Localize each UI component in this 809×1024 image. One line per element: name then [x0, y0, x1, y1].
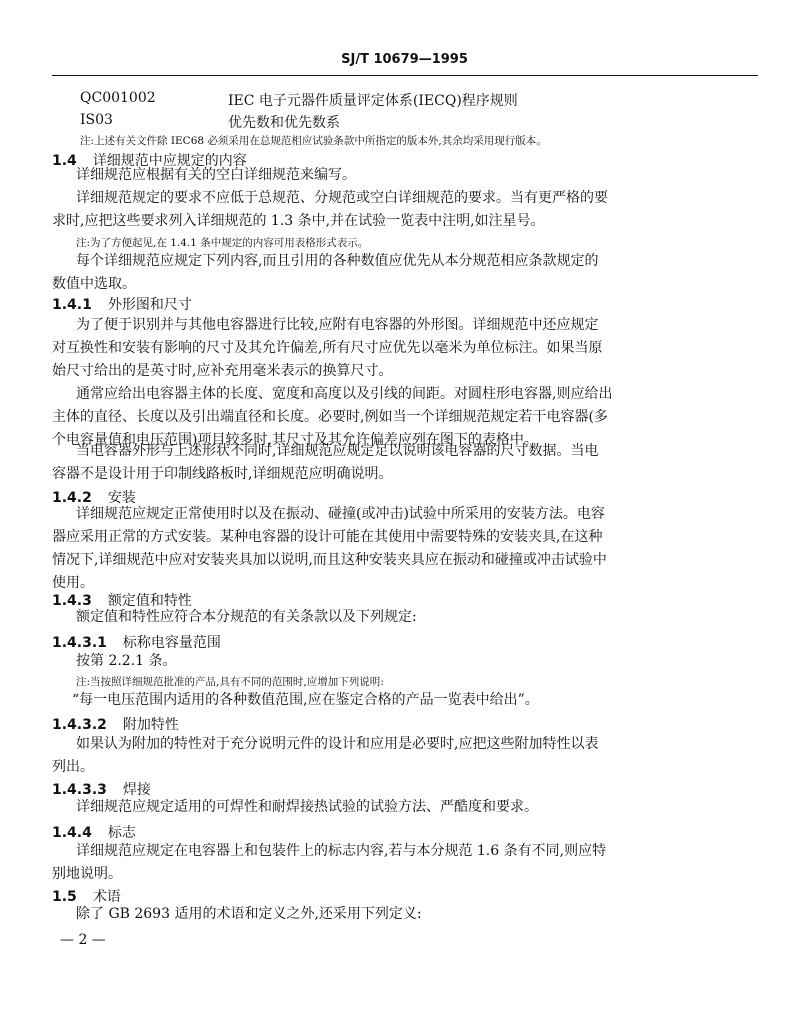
paragraph: 通常应给出电容器主体的长度、宽度和高度以及引线的间距。对圆柱形电容器,则应给出 主体的直径、长度以及引出端直径和长度。必要时,例如当一个详细规范规定若干电容器(多 个电容量值和电压范围)项目较多时,其尺寸及其允许偏差应列在图下的表格中。: [52, 386, 613, 448]
section-title: 外形图和尺寸: [107, 297, 192, 313]
section-title: 焊接: [122, 782, 151, 798]
header-rule: [52, 75, 758, 76]
section-number: 1.4.3.1: [52, 635, 107, 651]
section-heading-1-4-3-2: [52, 714, 179, 734]
paragraph: 详细规范应规定正常使用时以及在振动、碰撞(或冲击)试验中所采用的安装方法。电容 器应采用正常的方式安装。某种电容器的设计可能在其使用中需要特殊的安装夹具,在这种 情况下,详细规范中应对安装夹具加以说明,而且这种安装夹具应在振动和碰撞或冲击试验中 使用。: [52, 506, 607, 591]
section-number: 1.4.1: [52, 297, 92, 313]
section-number: 1.4.4: [52, 825, 92, 841]
quote: “每一电压范围内适用的各种数值范围,应在鉴定合格的产品一览表中给出”。: [72, 692, 539, 708]
paragraph: 为了便于识别并与其他电容器进行比较,应附有电容器的外形图。详细规范中还应规定 对互换性和安装有影响的尺寸及其允许偏差,所有尺寸应优先以毫米为单位标注。如果当原 始尺寸给出的是英寸时,应补充用毫米表示的换算尺寸。: [52, 317, 603, 379]
reference-note: 注:上述有关文件除 IEC68 必须采用在总规范相应试验条款中所指定的版本外,其余均采用现行版本。: [80, 135, 547, 147]
paragraph: 详细规范应规定在电容器上和包装件上的标志内容,若与本分规范 1.6 条有不同,则应特 别地说明。: [52, 843, 607, 882]
section-number: 1.4: [52, 153, 77, 169]
paragraph: 额定值和特性应符合本分规范的有关条款以及下列规定:: [76, 609, 417, 625]
paragraph: 每个详细规范应规定下列内容,而且引用的各种数值应优先从本分规范相应条款规定的 数值中选取。: [52, 253, 599, 292]
paragraph: 详细规范规定的要求不应低于总规范、分规范或空白详细规范的要求。当有更严格的要 求时,应把这些要求列入详细规范的 1.3 条中,并在试验一览表中注明,如注星号。: [52, 190, 608, 229]
section-number: 1.4.3.3: [52, 782, 107, 798]
section-heading-1-4-3-1: [52, 632, 221, 652]
section-title: 额定值和特性: [107, 593, 192, 609]
paragraph: 详细规范应规定适用的可焊性和耐焊接热试验的试验方法、严酷度和要求。: [76, 799, 538, 815]
section-title: 标称电容量范围: [122, 635, 221, 651]
section-title: 详细规范中应规定的内容: [92, 153, 247, 169]
section-title: 安装: [107, 490, 136, 506]
paragraph: 除了 GB 2693 适用的术语和定义之外,还采用下列定义:: [76, 906, 422, 922]
paragraph: 详细规范应根据有关的空白详细规范来编写。: [76, 167, 356, 183]
reference-code: IS03: [80, 112, 113, 128]
note: 注:当按照详细规范批准的产品,具有不同的范围时,应增加下列说明:: [76, 676, 384, 688]
section-number: 1.4.3.2: [52, 717, 107, 733]
paragraph: 当电容器外形与上述形状不同时,详细规范应规定足以说明该电容器的尺寸数据。当电 容器不是设计用于印制线路板时,详细规范应明确说明。: [52, 443, 599, 482]
section-heading-1-4-1: [52, 294, 192, 314]
section-number: 1.4.2: [52, 490, 92, 506]
reference-code: QC001002: [80, 90, 156, 106]
page-number: — 2 —: [60, 932, 106, 948]
section-heading-1-4-4: [52, 822, 136, 842]
section-number: 1.4.3: [52, 593, 92, 609]
section-title: 附加特性: [122, 717, 179, 733]
paragraph: 按第 2.2.1 条。: [76, 653, 177, 669]
standard-id-header: SJ/T 10679—1995: [341, 52, 468, 67]
paragraph: 如果认为附加的特性对于充分说明元件的设计和应用是必要时,应把这些附加特性以表 列出。: [52, 736, 599, 775]
section-title: 标志: [107, 825, 136, 841]
reference-title: IEC 电子元器件质量评定体系(IECQ)程序规则: [228, 93, 518, 109]
section-number: 1.5: [52, 889, 77, 905]
reference-title: 优先数和优先数系: [228, 115, 340, 131]
section-title: 术语: [92, 889, 121, 905]
note: 注:为了方便起见,在 1.4.1 条中规定的内容可用表格形式表示。: [76, 237, 369, 249]
